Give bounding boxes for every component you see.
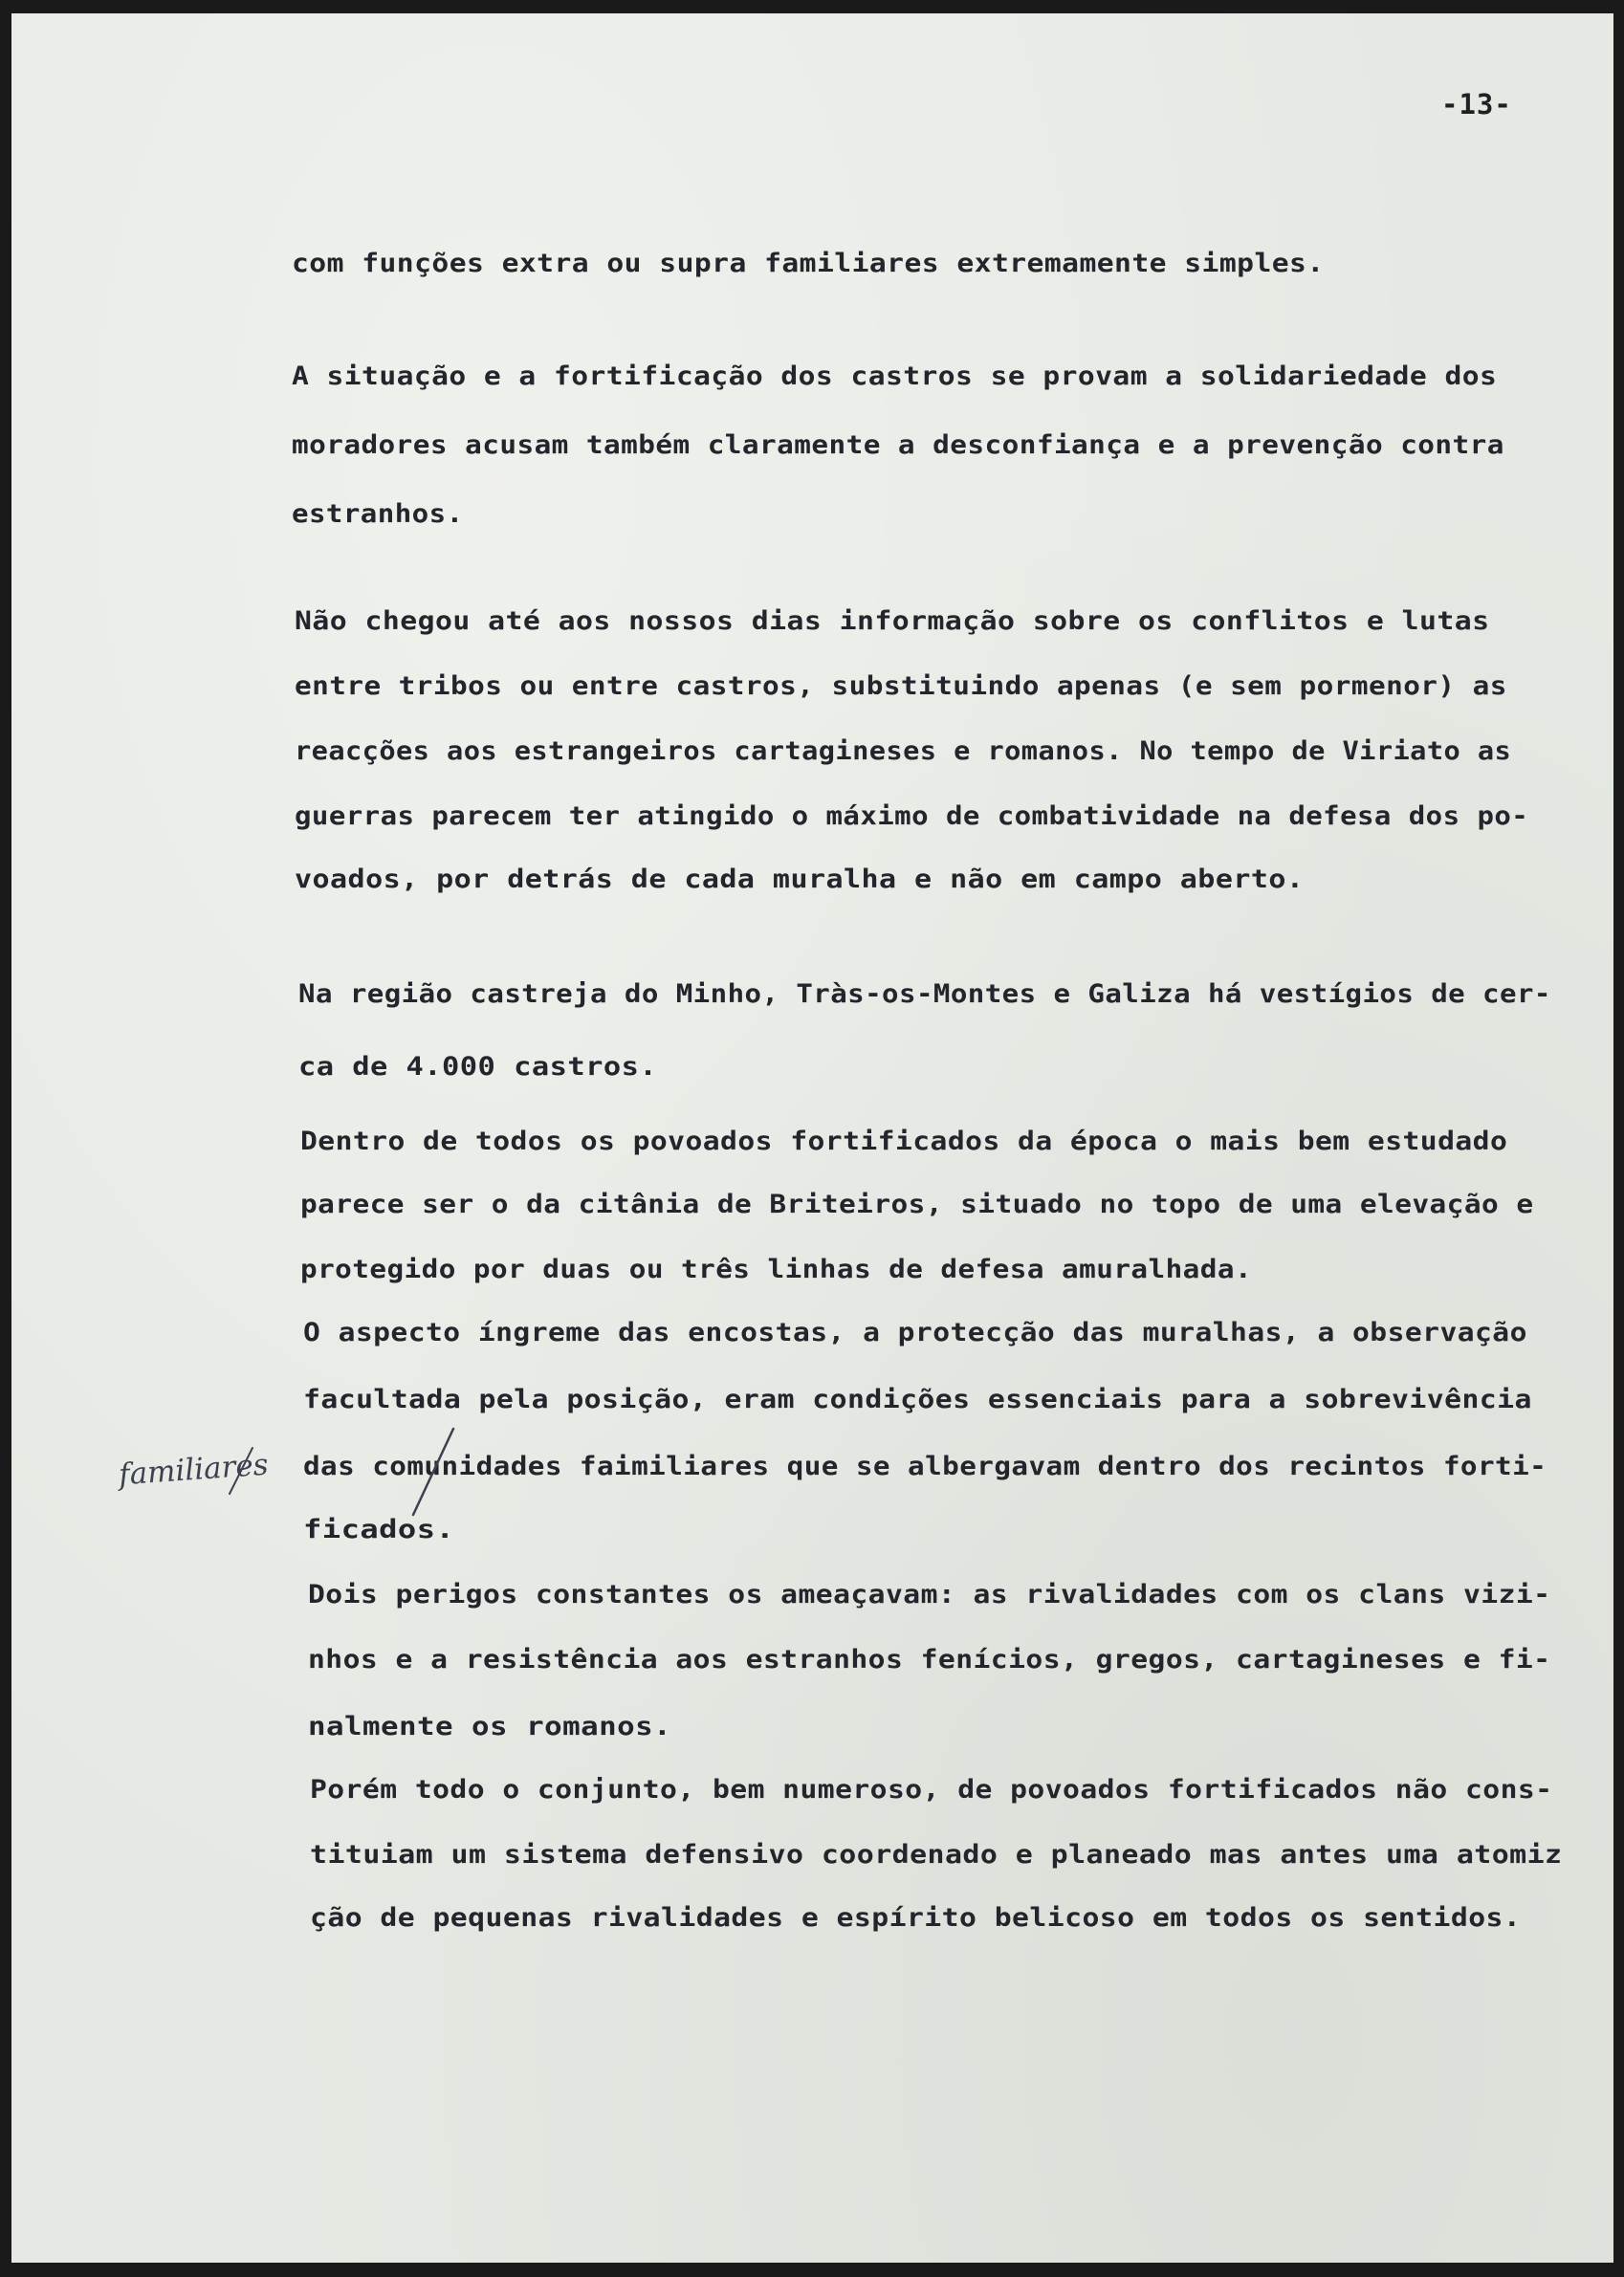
- text-line: ficados.: [303, 1515, 455, 1544]
- text-line: tituiam um sistema defensivo coordenado e planeado mas antes uma atomiz: [310, 1840, 1563, 1870]
- text-line: guerras parecem ter atingido o máximo de combatividade na defesa dos po-: [295, 801, 1529, 831]
- text-line: Na região castreja do Minho, Tràs-os-Montes e Galiza há vestígios de cer-: [298, 979, 1551, 1009]
- text-line: A situação e a fortificação dos castros se provam a solidariedade dos: [292, 361, 1498, 391]
- text-line: O aspecto íngreme das encostas, a protecção das muralhas, a observação: [303, 1318, 1527, 1347]
- text-line: das comunidades faimiliares que se albergavam dentro dos recintos forti-: [303, 1452, 1547, 1481]
- handwritten-margin-note: familiares: [117, 1447, 270, 1493]
- text-line: estranhos.: [292, 499, 464, 529]
- text-line: voados, por detrás de cada muralha e não em campo aberto.: [295, 865, 1305, 894]
- page-number: -13-: [1441, 88, 1512, 120]
- text-line: reacções aos estrangeiros cartagineses e romanos. No tempo de Viriato as: [295, 736, 1512, 766]
- text-line: com funções extra ou supra familiares extremamente simples.: [292, 249, 1325, 278]
- text-line: Não chegou até aos nossos dias informação sobre os conflitos e lutas: [295, 606, 1490, 636]
- text-line: nalmente os romanos.: [308, 1712, 672, 1741]
- text-line: ca de 4.000 castros.: [298, 1052, 658, 1082]
- text-line: nhos e a resistência aos estranhos fenícios, gregos, cartagineses e fi-: [308, 1645, 1551, 1675]
- text-line: Dentro de todos os povoados fortificados da época o mais bem estudado: [300, 1127, 1508, 1156]
- text-line: Porém todo o conjunto, bem numeroso, de povoados fortificados não cons-: [310, 1775, 1553, 1805]
- document-page: [11, 13, 1613, 2263]
- text-line: protegido por duas ou três linhas de defesa amuralhada.: [300, 1255, 1253, 1284]
- text-line: moradores acusam também claramente a desconfiança e a prevenção contra: [292, 430, 1504, 460]
- text-line: ção de pequenas rivalidades e espírito belicoso em todos os sentidos.: [310, 1903, 1522, 1933]
- text-line: Dois perigos constantes os ameaçavam: as rivalidades com os clans vizi-: [308, 1580, 1551, 1609]
- text-line: entre tribos ou entre castros, substituindo apenas (e sem pormenor) as: [295, 671, 1507, 701]
- text-line: parece ser o da citânia de Briteiros, situado no topo de uma elevação e: [300, 1190, 1534, 1219]
- text-line: facultada pela posição, eram condições essenciais para a sobrevivência: [303, 1385, 1532, 1414]
